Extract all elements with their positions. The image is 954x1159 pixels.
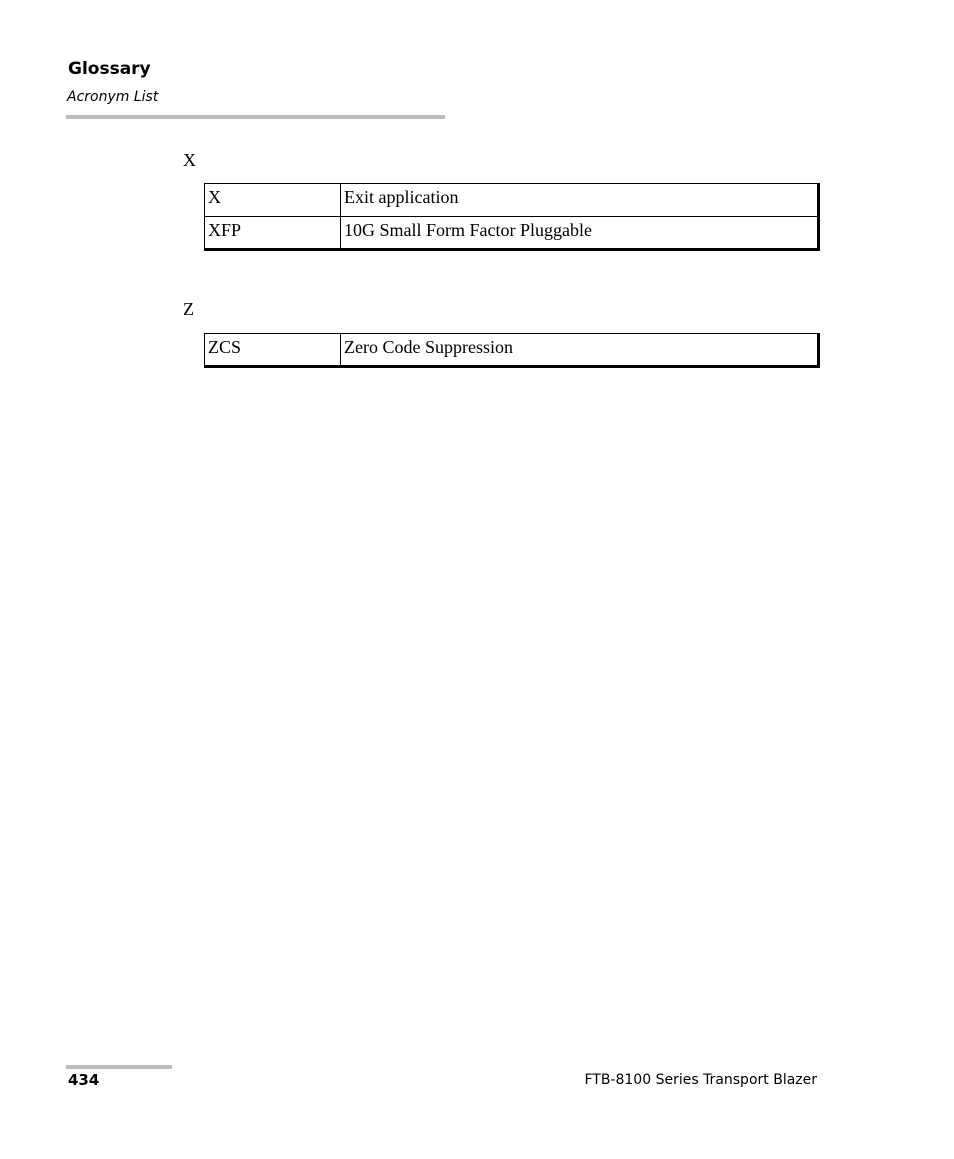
page-number: 434 [68,1071,100,1089]
table-row [205,184,819,217]
definition-cell: Zero Code Suppression [341,334,819,367]
table-row [205,334,819,367]
acronym-table-x [204,183,820,251]
chapter-title: Glossary [68,59,151,79]
definition-cell: 10G Small Form Factor Pluggable [341,217,819,250]
section-subtitle: Acronym List [67,89,159,105]
section-letter-x: X [183,150,196,170]
footer-divider [66,1065,172,1069]
acronym-cell: ZCS [205,334,341,367]
definition-cell: Exit application [341,184,819,217]
document-title: FTB-8100 Series Transport Blazer [584,1072,817,1088]
table-row [205,217,819,250]
acronym-table-z [204,333,820,368]
acronym-cell: XFP [205,217,341,250]
acronym-cell: X [205,184,341,217]
header-divider [66,115,445,119]
section-letter-z: Z [183,299,194,319]
